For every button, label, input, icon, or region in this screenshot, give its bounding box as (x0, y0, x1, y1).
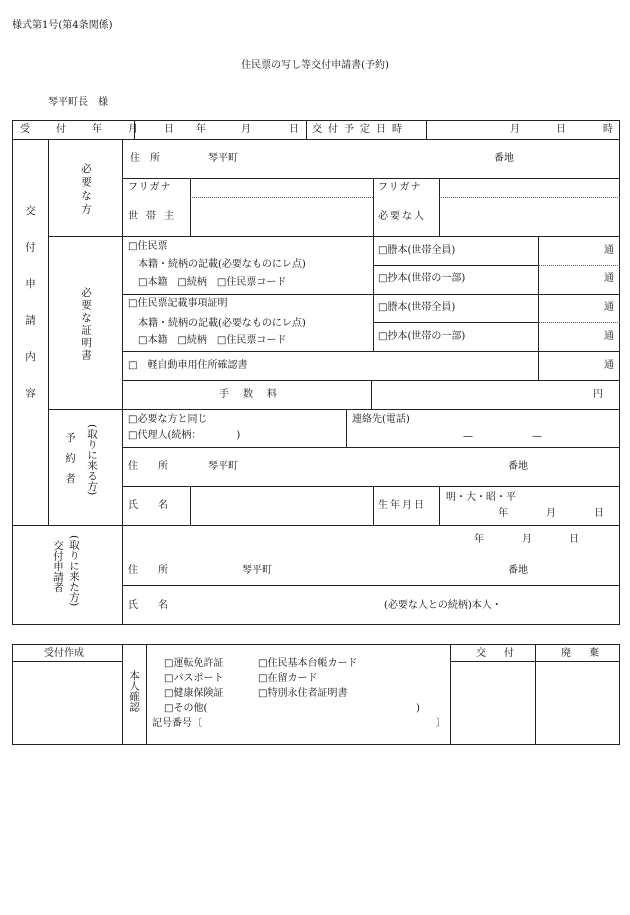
certificates-label: 必要な証明書 (80, 287, 92, 362)
scheduled-month: 月 (510, 124, 520, 135)
fee-label: 手 数 料 (219, 389, 279, 400)
yen-unit: 円 (593, 389, 603, 400)
shohon-checkbox-2[interactable]: □抄本(世帯の一部) (378, 331, 466, 342)
discard-label: 廃 棄 (561, 648, 603, 659)
addressee: 琴平町長 様 (48, 97, 108, 108)
issue-label: 交 付 (476, 648, 518, 659)
id-drivers-license[interactable]: □運転免許証 (164, 658, 224, 669)
count-unit: 通 (604, 273, 614, 284)
received-day: 日 (289, 124, 299, 135)
phone-dash-1: — (463, 431, 473, 442)
count-unit: 通 (604, 302, 614, 313)
birth-day: 日 (594, 508, 604, 519)
furigana-label-2: フリガナ (378, 182, 422, 193)
era-options[interactable]: 明・大・昭・平 (446, 492, 516, 503)
birthdate-label: 生年月日 (378, 500, 426, 511)
reserver-address-label: 住 所 (128, 461, 168, 472)
id-other[interactable]: □その他( (164, 703, 208, 714)
applicant-year: 年 (474, 534, 484, 545)
birth-year: 年 (498, 508, 508, 519)
needed-person-name-label: 必要な人 (378, 211, 426, 222)
id-special-permanent[interactable]: □特別永住者証明書 (258, 688, 348, 699)
form-title: 住民票の写し等交付申請書(予約) (241, 60, 389, 71)
applicant-banchi: 番地 (508, 565, 528, 576)
shohon-checkbox-1[interactable]: □抄本(世帯の一部) (378, 273, 466, 284)
id-health-insurance[interactable]: □健康保険証 (164, 688, 224, 699)
juminhyo-checkbox[interactable]: □住民票 (128, 241, 168, 252)
proxy-checkbox[interactable]: □代理人(続柄： ) (128, 430, 241, 441)
count-unit: 通 (604, 245, 614, 256)
applicant-address-label: 住 所 (128, 565, 168, 576)
received-date-label: 受 付 年 月 日 (20, 124, 182, 135)
applicant-name-label: 氏 名 (128, 600, 168, 611)
kisai-options[interactable]: □本籍 □続柄 □住民票コード (138, 335, 287, 346)
contact-label: 連絡先(電話) (352, 414, 410, 425)
application-content-label: 交付申請内容 (24, 205, 36, 424)
household-head-label: 世帯主 (128, 211, 182, 222)
address-banchi: 番地 (494, 153, 514, 164)
kisai-checkbox[interactable]: □住民票記載事項証明 (128, 298, 228, 309)
phone-dash-2: — (532, 431, 542, 442)
applicant-month: 月 (522, 534, 532, 545)
received-month: 月 (241, 124, 251, 135)
reserver-name-label: 氏 名 (128, 500, 168, 511)
received-prepared-label: 受付作成 (44, 648, 84, 659)
tohon-checkbox-2[interactable]: □謄本(世帯全員) (378, 302, 456, 313)
reserver-label: 予約者 (64, 432, 76, 494)
reserver-banchi: 番地 (508, 461, 528, 472)
juminhyo-note: 本籍・続柄の記載(必要なものにレ点) (138, 259, 306, 270)
applicant-day: 日 (569, 534, 579, 545)
id-passport[interactable]: □パスポート (164, 673, 224, 684)
furigana-label: フリガナ (128, 182, 172, 193)
received-year: 年 (196, 124, 206, 135)
keijidosha-checkbox[interactable]: □ 軽自動車用住所確認書 (128, 360, 248, 371)
scheduled-hour: 時 (603, 124, 613, 135)
tohon-checkbox-1[interactable]: □謄本(世帯全員) (378, 245, 456, 256)
count-unit: 通 (604, 331, 614, 342)
needed-person-label: 必要な方 (80, 163, 92, 217)
reserver-town: 琴平町 (208, 461, 238, 472)
serial-number-close: 〕 (436, 718, 446, 729)
identity-check-label: 本人確認 (128, 670, 140, 712)
count-unit: 通 (604, 360, 614, 371)
form-number: 様式第1号(第4条関係) (12, 20, 113, 31)
birth-month: 月 (546, 508, 556, 519)
id-juki-card[interactable]: □住民基本台帳カード (258, 658, 358, 669)
id-other-close: ) (416, 703, 420, 714)
address-town: 琴平町 (208, 153, 238, 164)
serial-number-label: 記号番号〔 (152, 718, 202, 729)
applicant-town: 琴平町 (242, 565, 272, 576)
scheduled-date-label: 交付予定日時 (312, 124, 408, 135)
id-residence-card[interactable]: □在留カード (258, 673, 318, 684)
scheduled-day: 日 (556, 124, 566, 135)
applicant-paren: (取りに来た方) (68, 535, 80, 607)
applicant-label: 交付申請者 (52, 540, 64, 593)
reserver-paren: (取りに来る方) (86, 424, 98, 496)
juminhyo-options[interactable]: □本籍 □続柄 □住民票コード (138, 277, 287, 288)
kisai-note: 本籍・続柄の記載(必要なものにレ点) (138, 318, 306, 329)
address-label: 住 所 (130, 153, 160, 164)
relation-text: (必要な人との続柄)本人・ (384, 600, 502, 611)
same-as-needed-checkbox[interactable]: □必要な方と同じ (128, 414, 208, 425)
